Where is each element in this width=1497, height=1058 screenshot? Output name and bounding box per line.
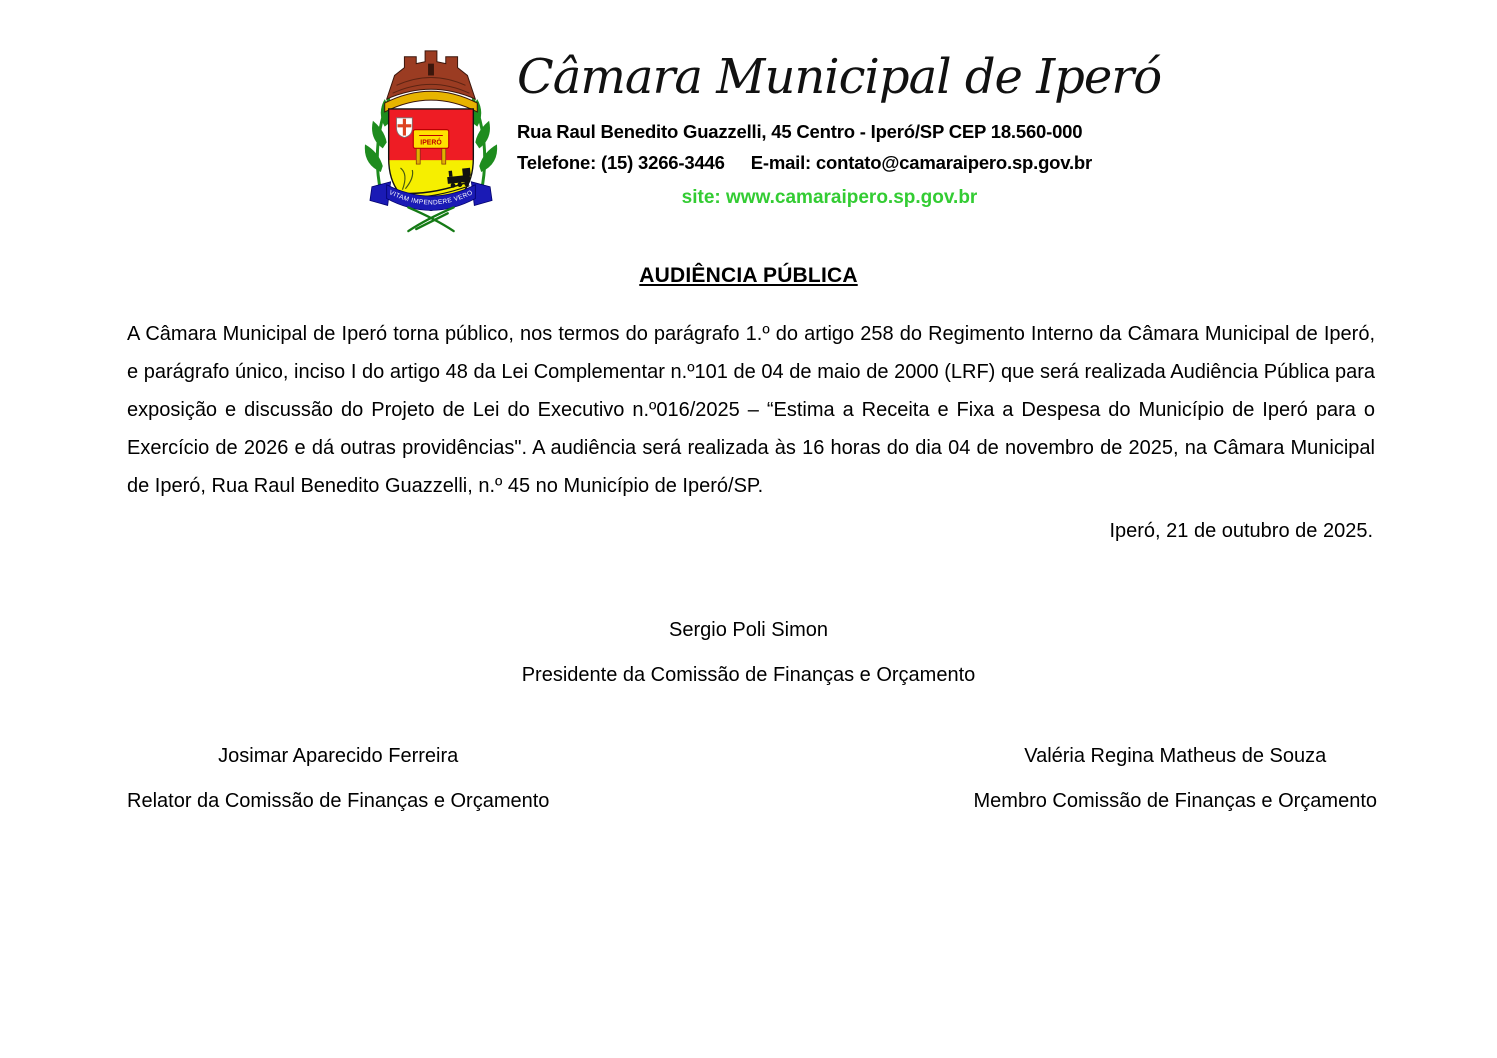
signature-main-role: Presidente da Comissão de Finanças e Orçamento xyxy=(521,664,976,686)
signature-right-name: Valéria Regina Matheus de Souza xyxy=(1024,745,1327,767)
logo-sign-text: IPERÓ xyxy=(420,139,442,147)
signature-left-name: Josimar Aparecido Ferreira xyxy=(218,745,459,767)
document-title: AUDIÊNCIA PÚBLICA xyxy=(639,264,858,287)
org-email: E-mail: contato@camaraipero.sp.gov.br xyxy=(750,152,1093,174)
ipero-coat-of-arms-logo xyxy=(355,42,507,234)
signature-main-name: Sergio Poli Simon xyxy=(669,619,828,641)
org-title: Câmara Municipal de Iperó xyxy=(517,49,1162,105)
document-body-paragraph: A Câmara Municipal de Iperó torna público, nos termos do parágrafo 1.º do artigo 258 do Regimento Interno da Câmara Municipal de Iperó, e parágrafo único, inciso I do artigo 48 da Lei Complementar n.º101 de 04 de maio de 2000 (LRF) que será realizada Audiência Pública para exposição e discussão do Projeto de Lei do Executivo n.º016/2025 – “Estima a Receita e Fixa a Despesa do Município de Iperó para o Exercício de 2026 e dá outras providências". A audiência será realizada às 16 horas do dia 04 de novembro de 2025, na Câmara Municipal de Iperó, Rua Raul Benedito Guazzelli, n.º 45 no Município de Iperó/SP. xyxy=(127,323,1375,497)
org-address: Rua Raul Benedito Guazzelli, 45 Centro - Iperó/SP CEP 18.560-000 xyxy=(517,121,1083,143)
signature-right-role: Membro Comissão de Finanças e Orçamento xyxy=(973,790,1377,812)
letterhead xyxy=(0,0,1497,234)
mural-crown-icon xyxy=(385,51,478,112)
signature-row xyxy=(127,745,1377,813)
org-website: site: www.camaraipero.sp.gov.br xyxy=(681,187,978,209)
org-contact-line xyxy=(517,152,1142,174)
dateline: Iperó, 21 de outubro de 2025. xyxy=(1109,520,1373,542)
letterhead-text xyxy=(517,42,1162,209)
signature-left xyxy=(127,745,549,813)
signature-main xyxy=(0,619,1497,687)
cross-shield-icon xyxy=(397,118,413,138)
logo-motto-text: VITAM IMPENDERE VERO xyxy=(387,189,475,207)
signature-right xyxy=(974,745,1378,813)
org-phone: Telefone: (15) 3266-3446 xyxy=(517,152,725,174)
signature-left-role: Relator da Comissão de Finanças e Orçamento xyxy=(127,790,550,812)
